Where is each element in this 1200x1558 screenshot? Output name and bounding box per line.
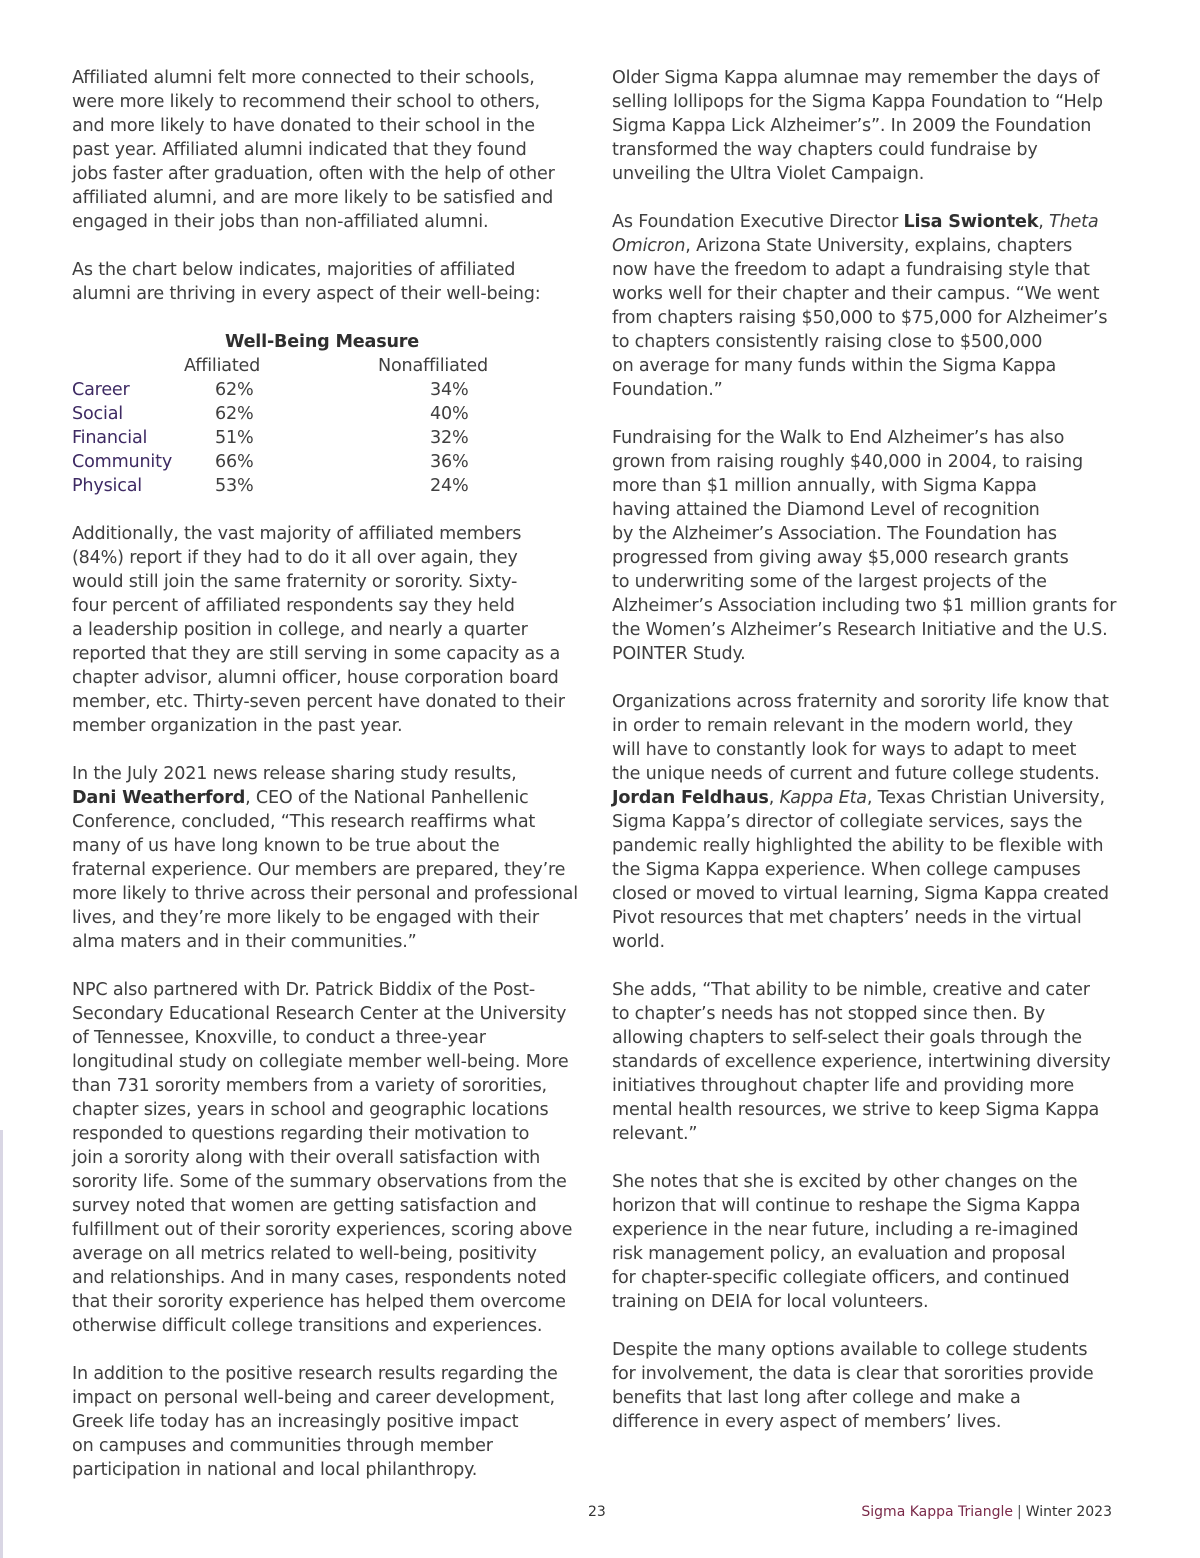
paragraph: Older Sigma Kappa alumnae may remember the days of selling lollipops for the Sigma Kappa Foundation to “Help Sigma Kappa Lick Alzheimer’s”. In 2009 the Foundation transformed the way chapters could fundraise by unveiling the Ultra Violet Campaign.: [612, 68, 1103, 184]
paragraph-feldhaus: Organizations across fraternity and sorority life know that in order to remain relevant in the modern world, they will have to constantly look for ways to adapt to meet the unique needs of current and future college students. Jordan Feldhaus, Kappa Eta, Texas Christian University, Sigma Kappa’s director of collegiate services, says the pandemic really highlighted the ability to be flexible with the Sigma Kappa experience. When college campuses closed or moved to virtual learning, Sigma Kappa created Pivot resources that met chapters’ needs in the virtual world.: [612, 692, 1109, 952]
paragraph: As the chart below indicates, majorities of affiliated alumni are thriving in every aspect of their well-being:: [72, 260, 541, 304]
page-footer: [0, 1504, 1200, 1528]
row-nonaffiliated-value: 40%: [430, 404, 469, 424]
chapter-name: Kappa Eta: [779, 788, 867, 808]
row-category: Physical: [72, 476, 142, 496]
paragraph: She adds, “That ability to be nimble, creative and cater to chapter’s needs has not stopped since then. By allowing chapters to self-select their goals through the standards of excellence experience, intertwining diversity initiatives throughout chapter life and providing more mental health resources, we strive to keep Sigma Kappa relevant.”: [612, 980, 1111, 1144]
row-affiliated-value: 62%: [215, 404, 254, 424]
header-nonaffiliated: Nonaffiliated: [378, 356, 488, 376]
paragraph-swiontek: As Foundation Executive Director Lisa Swiontek, Theta Omicron, Arizona State University, explains, chapters now have the freedom to adapt a fundraising style that works well for their chapter and their campus. “We went from chapters raising $50,000 to $75,000 for Alzheimer’s to chapters consistently raising close to $500,000 on average for many funds within the Sigma Kappa Foundation.”: [612, 212, 1108, 400]
row-nonaffiliated-value: 24%: [430, 476, 469, 496]
person-name: Jordan Feldhaus: [612, 788, 769, 808]
paragraph-weatherford-quote: In the July 2021 news release sharing study results, Dani Weatherford, CEO of the National Panhellenic Conference, concluded, “This research reaffirms what many of us have long known to be true about the fraternal experience. Our members are prepared, they’re more likely to thrive across their personal and professional lives, and they’re more likely to be engaged with their alma maters and in their communities.”: [72, 764, 578, 952]
page-edge-bar: [0, 1130, 3, 1558]
magazine-credit: [861, 1504, 1112, 1520]
table-row: [72, 402, 597, 426]
paragraph: She notes that she is excited by other changes on the horizon that will continue to reshape the Sigma Kappa experience in the near future, including a re-imagined risk management policy, an evaluation and proposal for chapter-specific collegiate officers, and continued training on DEIA for local volunteers.: [612, 1172, 1081, 1312]
paragraph: Despite the many options available to college students for involvement, the data is clear that sororities provide benefits that last long after college and make a difference in every aspect of members’ lives.: [612, 1340, 1094, 1432]
table-row: [72, 450, 597, 474]
paragraph: Affiliated alumni felt more connected to their schools, were more likely to recommend their school to others, and more likely to have donated to their school in the past year. Affiliated alumni indicated that they found jobs faster after graduation, often with the help of other affiliated alumni, and are more likely to be satisfied and engaged in their jobs than non-affiliated alumni.: [72, 68, 555, 232]
row-affiliated-value: 62%: [215, 380, 254, 400]
chapter-name: Theta Omicron: [612, 212, 1099, 256]
row-affiliated-value: 51%: [215, 428, 254, 448]
person-name: Dani Weatherford: [72, 788, 246, 808]
row-nonaffiliated-value: 36%: [430, 452, 469, 472]
magazine-name: Sigma Kappa Triangle: [861, 1504, 1014, 1520]
row-category: Social: [72, 404, 123, 424]
table-row: [72, 474, 597, 498]
row-category: Community: [72, 452, 173, 472]
left-column: [72, 66, 597, 1506]
row-category: Financial: [72, 428, 148, 448]
table-row: [72, 426, 597, 450]
paragraph: In addition to the positive research results regarding the impact on personal well-being and career development, Greek life today has an increasingly positive impact on campuses and communities through member participation in national and local philanthropy.: [72, 1364, 558, 1480]
page-number: 23: [588, 1504, 606, 1520]
paragraph: NPC also partnered with Dr. Patrick Biddix of the Post- Secondary Educational Research Center at the University of Tennessee, Knoxville, to conduct a three-year longitudinal study on collegiate member well-being. More than 731 sorority members from a variety of sororities, chapter sizes, years in school and geographic locations responded to questions regarding their motivation to join a sorority along with their overall satisfaction with sorority life. Some of the summary observations from the survey noted that women are getting satisfaction and fulfillment out of their sorority experiences, scoring above average on all metrics related to well-being, positivity and relationships. And in many cases, respondents noted that their sorority experience has helped them overcome otherwise difficult college transitions and experiences.: [72, 980, 573, 1336]
paragraph: Additionally, the vast majority of affiliated members (84%) report if they had to do it all over again, they would still join the same fraternity or sorority. Sixty- four percent of affiliated respondents say they held a leadership position in college, and nearly a quarter reported that they are still serving in some capacity as a chapter advisor, alumni officer, house corporation board member, etc. Thirty-seven percent have donated to their member organization in the past year.: [72, 524, 565, 736]
issue-date: Winter 2023: [1025, 1504, 1112, 1520]
table-title: Well-Being Measure: [224, 332, 419, 352]
row-affiliated-value: 66%: [215, 452, 254, 472]
paragraph: Fundraising for the Walk to End Alzheimer’s has also grown from raising roughly $40,000 in 2004, to raising more than $1 million annually, with Sigma Kappa having attained the Diamond Level of recognition by the Alzheimer’s Association. The Foundation has progressed from giving away $5,000 research grants to underwriting some of the largest projects of the Alzheimer’s Association including two $1 million grants for the Women’s Alzheimer’s Research Initiative and the U.S. POINTER Study.: [612, 428, 1117, 664]
row-category: Career: [72, 380, 130, 400]
table-row: [72, 378, 597, 402]
row-nonaffiliated-value: 34%: [430, 380, 469, 400]
row-affiliated-value: 53%: [215, 476, 254, 496]
footer-separator: |: [1017, 1504, 1022, 1520]
person-name: Lisa Swiontek: [903, 212, 1039, 232]
well-being-table: [72, 330, 597, 498]
right-column: [612, 66, 1137, 1458]
header-affiliated: Affiliated: [184, 356, 261, 376]
table-header-row: [72, 354, 597, 378]
row-nonaffiliated-value: 32%: [430, 428, 469, 448]
